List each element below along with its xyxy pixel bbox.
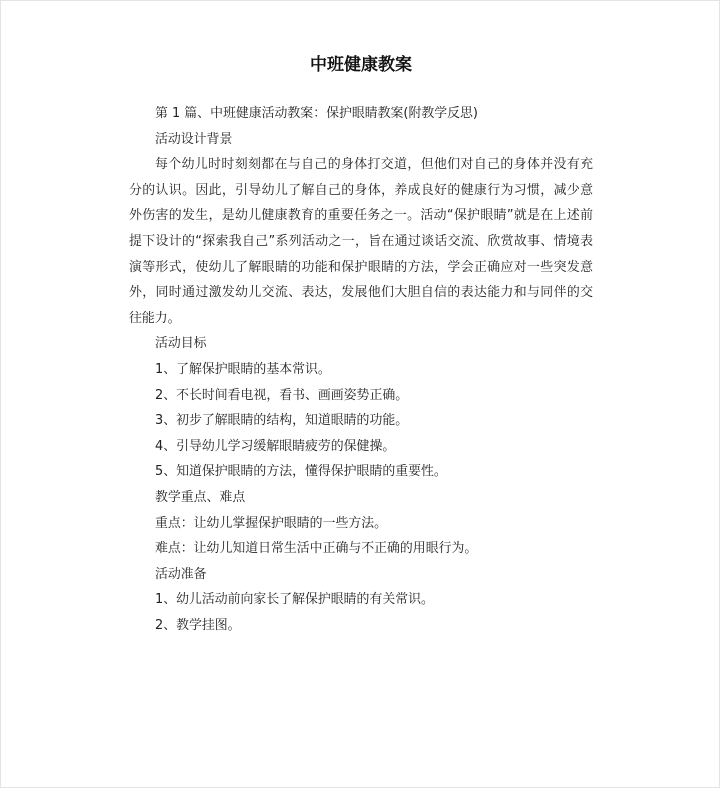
goal-item: 4、引导幼儿学习缓解眼睛疲劳的保健操。 [155,438,396,454]
difficult-point: 难点：让幼儿知道日常生活中正确与不正确的用眼行为。 [155,541,478,557]
document-title: 中班健康教案 [310,55,412,75]
section-heading-preparation: 活动准备 [155,566,207,582]
prep-item: 2、教学挂图。 [155,617,241,633]
prep-item: 1、幼儿活动前向家长了解保护眼睛的有关常识。 [155,592,434,608]
chapter-heading: 第 1 篇、中班健康活动教案：保护眼睛教案(附教学反思) [155,106,478,121]
goal-item: 5、知道保护眼睛的方法，懂得保护眼睛的重要性。 [155,464,447,480]
goal-item: 1、了解保护眼睛的基本常识。 [155,361,331,377]
key-point: 重点：让幼儿掌握保护眼睛的一些方法。 [155,515,388,531]
section-heading-goals: 活动目标 [155,336,207,352]
goal-item: 3、初步了解眼睛的结构，知道眼睛的功能。 [155,413,409,429]
background-paragraph: 每个幼儿时时刻刻都在与自己的身体打交道，但他们对自己的身体并没有充分的认识。因此，引导幼儿了解自己的身体，养成良好的健康行为习惯，减少意外伤害的发生，是幼儿健康教育的重要任务之一。活动“保护眼睛”就是在上述前提下设计的“探索我自己”系列活动之一，旨在通过谈话交流、欣赏故事、情境表演等形式，使幼儿了解眼睛的功能和保护眼睛的方法，学会正确应对一些突发意外，同时通过激发幼儿交流、表达，发展他们大胆自信的表达能力和与同伴的交往能力。 [129,157,593,326]
section-heading-background: 活动设计背景 [155,131,233,147]
goal-item: 2、不长时间看电视，看书、画画姿势正确。 [155,387,409,403]
document-body [129,101,593,638]
section-heading-key-points: 教学重点、难点 [155,489,246,505]
